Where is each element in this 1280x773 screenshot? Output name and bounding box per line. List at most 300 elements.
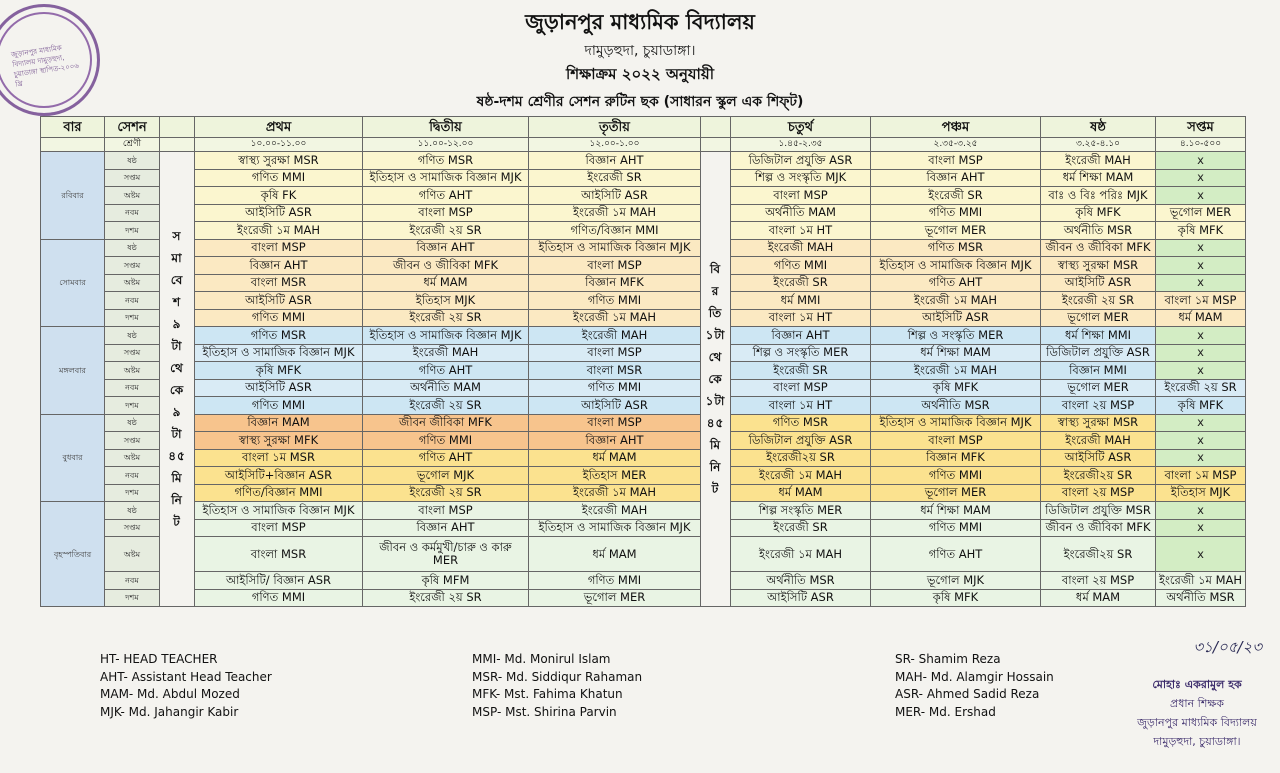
schedule-cell: ইংরেজী SR (731, 274, 871, 292)
schedule-cell: গণিত MMI (195, 309, 363, 327)
table-row (41, 309, 1246, 327)
time-period-7: ৪.১০-৫০০ (1156, 138, 1246, 152)
day-cell: বুধবার (41, 414, 105, 502)
schedule-cell: গণিত MMI (871, 467, 1041, 485)
time-class-label: শ্রেণী (105, 138, 160, 152)
schedule-cell: ইতিহাস ও সামাজিক বিজ্ঞান MJK (871, 414, 1041, 432)
schedule-cell: ইতিহাস ও সামাজিক বিজ্ঞান MJK (363, 327, 529, 345)
schedule-cell: ডিজিটাল প্রযুক্তি MSR (1041, 502, 1156, 520)
time-blank (41, 138, 105, 152)
schedule-cell: জীবন জীবিকা MFK (363, 414, 529, 432)
time-row (41, 138, 1246, 152)
schedule-cell: আইসিটি ASR (195, 292, 363, 310)
schedule-cell: কৃষি MFK (871, 379, 1041, 397)
schedule-cell: ইংরেজী ১ম MAH (731, 467, 871, 485)
schedule-cell: বিজ্ঞান MAM (195, 414, 363, 432)
table-row (41, 257, 1246, 275)
break-text: বি (709, 262, 722, 276)
schedule-cell: x (1156, 257, 1246, 275)
assembly-text: মা (171, 251, 183, 265)
header-period-1: প্রথম (195, 117, 363, 138)
schedule-cell: কৃষি MFK (195, 362, 363, 380)
schedule-cell: ইংরেজী ২য় SR (1156, 379, 1246, 397)
schedule-cell: বাংলা MSP (529, 414, 701, 432)
header-break-blank (701, 117, 731, 138)
time-period-5: ২.৩৫-৩.২৫ (871, 138, 1041, 152)
class-cell: নবম (105, 292, 160, 310)
schedule-cell: ধর্ম MAM (529, 449, 701, 467)
routine-subtitle: ষষ্ঠ-দশম শ্রেণীর সেশন রুটিন ছক (সাধারন স্কুল এক শিফ্‌ট) (476, 94, 804, 110)
schedule-cell: বাংলা MSR (529, 362, 701, 380)
schedule-cell: ধর্ম MMI (731, 292, 871, 310)
schedule-cell: x (1156, 537, 1246, 572)
assembly-text: মি (171, 471, 183, 485)
assembly-text: ট (173, 515, 181, 529)
schedule-cell: ভূগোল MER (529, 589, 701, 607)
schedule-cell: x (1156, 502, 1246, 520)
schedule-cell: বাংলা MSP (871, 432, 1041, 450)
schedule-cell: ইংরেজী ১ম MAH (731, 537, 871, 572)
assembly-text: কে (169, 383, 185, 397)
schedule-cell: ইংরেজী SR (731, 362, 871, 380)
break-text: ১টা (705, 328, 726, 342)
schedule-cell: ধর্ম শিক্ষা MAM (871, 502, 1041, 520)
schedule-cell: বিজ্ঞান AHT (363, 239, 529, 257)
legend-item: HT- HEAD TEACHER (100, 652, 218, 666)
schedule-cell: আইসিটি ASR (195, 379, 363, 397)
schedule-cell: বাংলা ১ম HT (731, 309, 871, 327)
schedule-cell: গণিত AHT (363, 187, 529, 205)
break-text: কে (708, 372, 723, 386)
class-cell: সপ্তম (105, 169, 160, 187)
header-day: বার (41, 117, 105, 138)
schedule-cell: শিল্প ও সংস্কৃতি MER (731, 344, 871, 362)
legend-item: MFK- Mst. Fahima Khatun (472, 687, 623, 701)
break-text: ট (711, 482, 720, 496)
day-cell: সোমবার (41, 239, 105, 327)
schedule-cell: ইংরেজী ২য় SR (363, 484, 529, 502)
table-row (41, 467, 1246, 485)
schedule-cell: বাংলা MSP (731, 379, 871, 397)
header-session: সেশন (105, 117, 160, 138)
schedule-cell: ইংরেজী ২য় SR (363, 589, 529, 607)
assembly-text: ৯ (172, 405, 182, 419)
table-row (41, 239, 1246, 257)
table-row (41, 379, 1246, 397)
assembly-text: টা (171, 427, 183, 441)
class-cell: ষষ্ঠ (105, 152, 160, 170)
schedule-cell: ইংরেজী২য় SR (731, 449, 871, 467)
legend-item: MMI- Md. Monirul Islam (472, 652, 611, 666)
break-text: তি (708, 306, 723, 320)
class-cell: দশম (105, 309, 160, 327)
schedule-cell: অর্থনীতি MSR (731, 572, 871, 590)
schedule-cell: ইংরেজী SR (871, 187, 1041, 205)
schedule-cell: বাংলা ২য় MSP (1041, 397, 1156, 415)
time-period-3: ১২.০০-১.০০ (529, 138, 701, 152)
time-period-2: ১১.০০-১২.০০ (363, 138, 529, 152)
header-blank (160, 117, 195, 138)
legend-item: MSR- Md. Siddiqur Rahaman (472, 669, 643, 684)
time-break (701, 138, 731, 152)
break-column (701, 152, 731, 607)
schedule-cell: ইতিহাস MER (529, 467, 701, 485)
schedule-cell: অর্থনীতি MSR (1041, 222, 1156, 240)
legend-item: MAM- Md. Abdul Mozed (100, 687, 240, 701)
schedule-cell: ধর্ম শিক্ষা MMI (1041, 327, 1156, 345)
schedule-cell: ইংরেজী MAH (1041, 432, 1156, 450)
schedule-cell: ইংরেজী MAH (363, 344, 529, 362)
schedule-cell: ইংরেজী MAH (529, 502, 701, 520)
schedule-cell: আইসিটি+বিজ্ঞান ASR (195, 467, 363, 485)
schedule-cell: ইংরেজী MAH (731, 239, 871, 257)
schedule-cell: বাংলা MSR (195, 537, 363, 572)
schedule-cell: বাংলা MSP (363, 204, 529, 222)
schedule-cell: ইংরেজী ১ম MAH (529, 204, 701, 222)
schedule-cell: ধর্ম MAM (1156, 309, 1246, 327)
break-text: থে (708, 350, 723, 364)
header-period-4: চতুর্থ (731, 117, 871, 138)
class-cell: ষষ্ঠ (105, 327, 160, 345)
schedule-cell: গণিত MMI (731, 257, 871, 275)
schedule-cell: বাংলা MSP (529, 344, 701, 362)
schedule-cell: গণিত MMI (529, 572, 701, 590)
schedule-cell: গণিত MMI (195, 397, 363, 415)
schedule-cell: শিল্প সংস্কৃতি MER (731, 502, 871, 520)
schedule-cell: বাংলা MSP (363, 502, 529, 520)
schedule-cell: অর্থনীতি MAM (363, 379, 529, 397)
break-text: নি (709, 460, 722, 474)
assembly-text: টা (171, 339, 183, 353)
schedule-cell: বিজ্ঞান AHT (529, 432, 701, 450)
schedule-cell: বাংলা MSP (871, 152, 1041, 170)
schedule-cell: x (1156, 274, 1246, 292)
legend-item: MJK- Md. Jahangir Kabir (100, 704, 239, 719)
schedule-cell: ইংরেজী MAH (1041, 152, 1156, 170)
schedule-cell: বাংলা ১ম MSP (1156, 467, 1246, 485)
schedule-cell: গণিত AHT (363, 449, 529, 467)
header-period-3: তৃতীয় (529, 117, 701, 138)
schedule-cell: x (1156, 414, 1246, 432)
schedule-cell: জীবন ও জীবিকা MFK (363, 257, 529, 275)
schedule-cell: বাংলা MSP (731, 187, 871, 205)
schedule-cell: x (1156, 239, 1246, 257)
schedule-cell: বাংলা MSP (195, 239, 363, 257)
schedule-cell: x (1156, 169, 1246, 187)
signature-name: মোহাঃ একরামুল হক (1152, 678, 1242, 691)
assembly-text: নি (171, 493, 183, 507)
table-row (41, 362, 1246, 380)
class-cell: অষ্টম (105, 187, 160, 205)
table-row (41, 327, 1246, 345)
schedule-cell: ভূগোল MER (1041, 309, 1156, 327)
class-cell: সপ্তম (105, 257, 160, 275)
schedule-cell: বাংলা MSP (195, 519, 363, 537)
time-period-6: ৩.২৫-৪.১০ (1041, 138, 1156, 152)
schedule-cell: ইংরেজী২য় SR (1041, 467, 1156, 485)
schedule-cell: স্বাস্থ্য সুরক্ষা MFK (195, 432, 363, 450)
schedule-cell: ডিজিটাল প্রযুক্তি ASR (731, 152, 871, 170)
signature-scrawl: ৩১/০৫/২৩ (1193, 638, 1262, 656)
schedule-cell: বাংলা ১ম HT (731, 222, 871, 240)
schedule-cell: বিজ্ঞান AHT (529, 152, 701, 170)
class-cell: ষষ্ঠ (105, 502, 160, 520)
class-cell: অষ্টম (105, 449, 160, 467)
routine-table (40, 116, 1246, 607)
school-address: দামুড়হুদা, চুয়াডাঙ্গা। (584, 43, 696, 59)
legend-column-2 (472, 651, 642, 721)
assembly-text: ৪৫ (168, 449, 186, 463)
schedule-cell: ভূগোল MJK (871, 572, 1041, 590)
schedule-cell: বিজ্ঞান MFK (871, 449, 1041, 467)
schedule-cell: বাংলা ২য় MSP (1041, 484, 1156, 502)
schedule-cell: ভূগোল MER (871, 484, 1041, 502)
schedule-cell: গণিত MSR (195, 327, 363, 345)
schedule-cell: বিজ্ঞান MMI (1041, 362, 1156, 380)
assembly-text: ৯ (172, 317, 182, 331)
schedule-cell: কৃষি MFM (363, 572, 529, 590)
class-cell: দশম (105, 589, 160, 607)
day-cell: রবিবার (41, 152, 105, 240)
table-row (41, 397, 1246, 415)
assembly-text: বে (170, 273, 184, 287)
class-cell: অষ্টম (105, 362, 160, 380)
assembly-text: থে (170, 361, 184, 375)
schedule-cell: বিজ্ঞান MFK (529, 274, 701, 292)
schedule-cell: ধর্ম MAM (1041, 589, 1156, 607)
schedule-cell: গণিত MMI (195, 169, 363, 187)
class-cell: দশম (105, 397, 160, 415)
schedule-cell: গণিত MMI (529, 379, 701, 397)
assembly-text: শ (172, 295, 182, 309)
schedule-cell: ইংরেজী ২য় SR (363, 309, 529, 327)
schedule-cell: বিজ্ঞান AHT (363, 519, 529, 537)
schedule-cell: ইতিহাস ও সামাজিক বিজ্ঞান MJK (195, 344, 363, 362)
class-cell: নবম (105, 379, 160, 397)
schedule-cell: ধর্ম শিক্ষা MAM (871, 344, 1041, 362)
schedule-cell: ইতিহাস ও সামাজিক বিজ্ঞান MJK (529, 519, 701, 537)
schedule-cell: কৃষি MFK (1156, 397, 1246, 415)
schedule-cell: ইংরেজী MAH (529, 327, 701, 345)
signature-school: জুড়ানপুর মাধ্যমিক বিদ্যালয় (1137, 716, 1257, 729)
class-cell: ষষ্ঠ (105, 414, 160, 432)
legend-item: MAH- Md. Alamgir Hossain (895, 669, 1054, 684)
schedule-cell: বিজ্ঞান AHT (871, 169, 1041, 187)
legend-column-1 (100, 651, 272, 721)
table-row (41, 449, 1246, 467)
schedule-cell: গণিত MMI (529, 292, 701, 310)
schedule-cell: ভূগোল MER (871, 222, 1041, 240)
table-row (41, 432, 1246, 450)
schedule-cell: অর্থনীতি MSR (1156, 589, 1246, 607)
schedule-cell: ধর্ম শিক্ষা MAM (1041, 169, 1156, 187)
table-row (41, 502, 1246, 520)
time-period-1: ১০.০০-১১.০০ (195, 138, 363, 152)
day-cell: মঙ্গলবার (41, 327, 105, 415)
table-header-row (41, 117, 1246, 138)
schedule-cell: গণিত/বিজ্ঞান MMI (529, 222, 701, 240)
class-cell: নবম (105, 204, 160, 222)
schedule-cell: ভূগোল MER (1041, 379, 1156, 397)
schedule-cell: শিল্প ও সংস্কৃতি MJK (731, 169, 871, 187)
schedule-cell: জীবন ও জীবিকা MFK (1041, 239, 1156, 257)
schedule-cell: ইংরেজী২য় SR (1041, 537, 1156, 572)
schedule-cell: আইসিটি ASR (195, 204, 363, 222)
day-cell: বৃহস্পতিবার (41, 502, 105, 607)
class-cell: দশম (105, 222, 160, 240)
schedule-cell: বাংলা MSR (195, 274, 363, 292)
schedule-cell: ডিজিটাল প্রযুক্তি ASR (731, 432, 871, 450)
table-row (41, 519, 1246, 537)
class-cell: ষষ্ঠ (105, 239, 160, 257)
schedule-cell: কৃষি MFK (1156, 222, 1246, 240)
schedule-cell: ইংরেজী ১ম MAH (871, 292, 1041, 310)
schedule-cell: গণিত MMI (195, 589, 363, 607)
class-cell: নবম (105, 467, 160, 485)
schedule-cell: x (1156, 152, 1246, 170)
schedule-cell: গণিত MSR (731, 414, 871, 432)
schedule-cell: বাংলা ২য় MSP (1041, 572, 1156, 590)
schedule-cell: গণিত MMI (871, 519, 1041, 537)
class-cell: সপ্তম (105, 432, 160, 450)
schedule-cell: x (1156, 432, 1246, 450)
table-row (41, 589, 1246, 607)
schedule-cell: অর্থনীতি MAM (731, 204, 871, 222)
table-row (41, 222, 1246, 240)
class-cell: সপ্তম (105, 519, 160, 537)
routine-body (41, 152, 1246, 607)
schedule-cell: ডিজিটাল প্রযুক্তি ASR (1041, 344, 1156, 362)
header-period-2: দ্বিতীয় (363, 117, 529, 138)
schedule-cell: আইসিটি ASR (529, 397, 701, 415)
schedule-cell: বাংলা MSP (529, 257, 701, 275)
schedule-cell: কৃষি FK (195, 187, 363, 205)
signature-title: প্রধান শিক্ষক (1170, 697, 1224, 710)
schedule-cell: আইসিটি ASR (871, 309, 1041, 327)
class-cell: নবম (105, 572, 160, 590)
schedule-cell: আইসিটি ASR (1041, 274, 1156, 292)
schedule-cell: ইতিহাস MJK (1156, 484, 1246, 502)
schedule-cell: স্বাস্থ্য সুরক্ষা MSR (1041, 414, 1156, 432)
schedule-cell: বিজ্ঞান AHT (731, 327, 871, 345)
schedule-cell: x (1156, 449, 1246, 467)
schedule-cell: ইংরেজী ১ম MAH (1156, 572, 1246, 590)
schedule-cell: ইতিহাস ও সামাজিক বিজ্ঞান MJK (363, 169, 529, 187)
assembly-text: স (172, 229, 182, 243)
schedule-cell: গণিত AHT (871, 537, 1041, 572)
table-row (41, 204, 1246, 222)
schedule-cell: গণিত AHT (363, 362, 529, 380)
schedule-cell: কৃষি MFK (871, 589, 1041, 607)
schedule-cell: x (1156, 187, 1246, 205)
schedule-cell: কৃষি MFK (1041, 204, 1156, 222)
schedule-cell: আইসিটি ASR (1041, 449, 1156, 467)
schedule-cell: ইতিহাস ও সামাজিক বিজ্ঞান MJK (195, 502, 363, 520)
schedule-cell: x (1156, 519, 1246, 537)
class-cell: সপ্তম (105, 344, 160, 362)
table-row (41, 152, 1246, 170)
schedule-cell: ইতিহাস ও সামাজিক বিজ্ঞান MJK (529, 239, 701, 257)
schedule-cell: স্বাস্থ্য সুরক্ষা MSR (195, 152, 363, 170)
schedule-cell: ইংরেজী ২য় SR (363, 397, 529, 415)
schedule-cell: গণিত MSR (363, 152, 529, 170)
schedule-cell: জীবন ও জীবিকা MFK (1041, 519, 1156, 537)
schedule-cell: ইংরেজী ২য় SR (363, 222, 529, 240)
table-row (41, 169, 1246, 187)
schedule-cell: স্বাস্থ্য সুরক্ষা MSR (1041, 257, 1156, 275)
time-blank-2 (160, 138, 195, 152)
header-period-6: ষষ্ঠ (1041, 117, 1156, 138)
break-text: র (711, 284, 720, 298)
legend-item: AHT- Assistant Head Teacher (100, 669, 272, 684)
seal-text: জুড়ানপুর মাধ্যমিক বিদ্যালয় দামুড়হুদা, চুয়াডাঙ্গা স্থাপিত-২০০৬ খ্রি (10, 43, 80, 89)
table-row (41, 414, 1246, 432)
schedule-cell: x (1156, 327, 1246, 345)
class-cell: অষ্টম (105, 537, 160, 572)
schedule-cell: আইসিটি/ বিজ্ঞান ASR (195, 572, 363, 590)
schedule-cell: ভূগোল MJK (363, 467, 529, 485)
schedule-cell: x (1156, 344, 1246, 362)
schedule-cell: গণিত AHT (871, 274, 1041, 292)
legend-item: ASR- Ahmed Sadid Reza (895, 687, 1040, 701)
break-text: ৪৫ (706, 416, 725, 430)
schedule-cell: ইংরেজী ২য় SR (1041, 292, 1156, 310)
schedule-cell: ইংরেজী ১ম MAH (871, 362, 1041, 380)
schedule-cell: ইংরেজী ১ম MAH (529, 309, 701, 327)
schedule-cell: গণিত/বিজ্ঞান MMI (195, 484, 363, 502)
schedule-cell: x (1156, 362, 1246, 380)
schedule-cell: ধর্ম MAM (529, 537, 701, 572)
schedule-cell: বাংলা ১ম MSP (1156, 292, 1246, 310)
break-text: মি (709, 438, 722, 452)
class-cell: অষ্টম (105, 274, 160, 292)
schedule-cell: বিজ্ঞান AHT (195, 257, 363, 275)
table-row (41, 572, 1246, 590)
schedule-cell: জীবন ও কর্মমুখী/চারু ও কারু MER (363, 537, 529, 572)
schedule-cell: ধর্ম MAM (363, 274, 529, 292)
table-row (41, 187, 1246, 205)
schedule-cell: আইসিটি ASR (529, 187, 701, 205)
table-row (41, 292, 1246, 310)
school-name: জুড়ানপুর মাধ্যমিক বিদ্যালয় (525, 10, 755, 34)
signature-place: দামুড়হুদা, চুয়াডাঙ্গা। (1153, 735, 1241, 748)
schedule-cell: ইংরেজী ১ম MAH (195, 222, 363, 240)
table-row (41, 344, 1246, 362)
schedule-cell: ভূগোল MER (1156, 204, 1246, 222)
schedule-cell: ইতিহাস MJK (363, 292, 529, 310)
header-period-5: পঞ্চম (871, 117, 1041, 138)
class-cell: দশম (105, 484, 160, 502)
legend-item: SR- Shamim Reza (895, 652, 1001, 666)
schedule-cell: ইংরেজী ১ম MAH (529, 484, 701, 502)
schedule-cell: গণিত MMI (871, 204, 1041, 222)
table-row (41, 537, 1246, 572)
schedule-cell: বাঃ ও বিঃ পরিঃ MJK (1041, 187, 1156, 205)
schedule-cell: ইংরেজী SR (731, 519, 871, 537)
curriculum-title: শিক্ষাক্রম ২০২২ অনুযায়ী (565, 65, 715, 83)
break-text: ১টা (705, 394, 726, 408)
schedule-cell: বাংলা ১ম HT (731, 397, 871, 415)
schedule-cell: শিল্প ও সংস্কৃতি MER (871, 327, 1041, 345)
schedule-cell: ধর্ম MAM (731, 484, 871, 502)
table-row (41, 274, 1246, 292)
header-period-7: সপ্তম (1156, 117, 1246, 138)
schedule-cell: ইতিহাস ও সামাজিক বিজ্ঞান MJK (871, 257, 1041, 275)
schedule-cell: ইংরেজী SR (529, 169, 701, 187)
headmaster-signature-block (1112, 636, 1280, 752)
legend-item: MSP- Mst. Shirina Parvin (472, 704, 617, 719)
legend-item: MER- Md. Ershad (895, 704, 996, 719)
